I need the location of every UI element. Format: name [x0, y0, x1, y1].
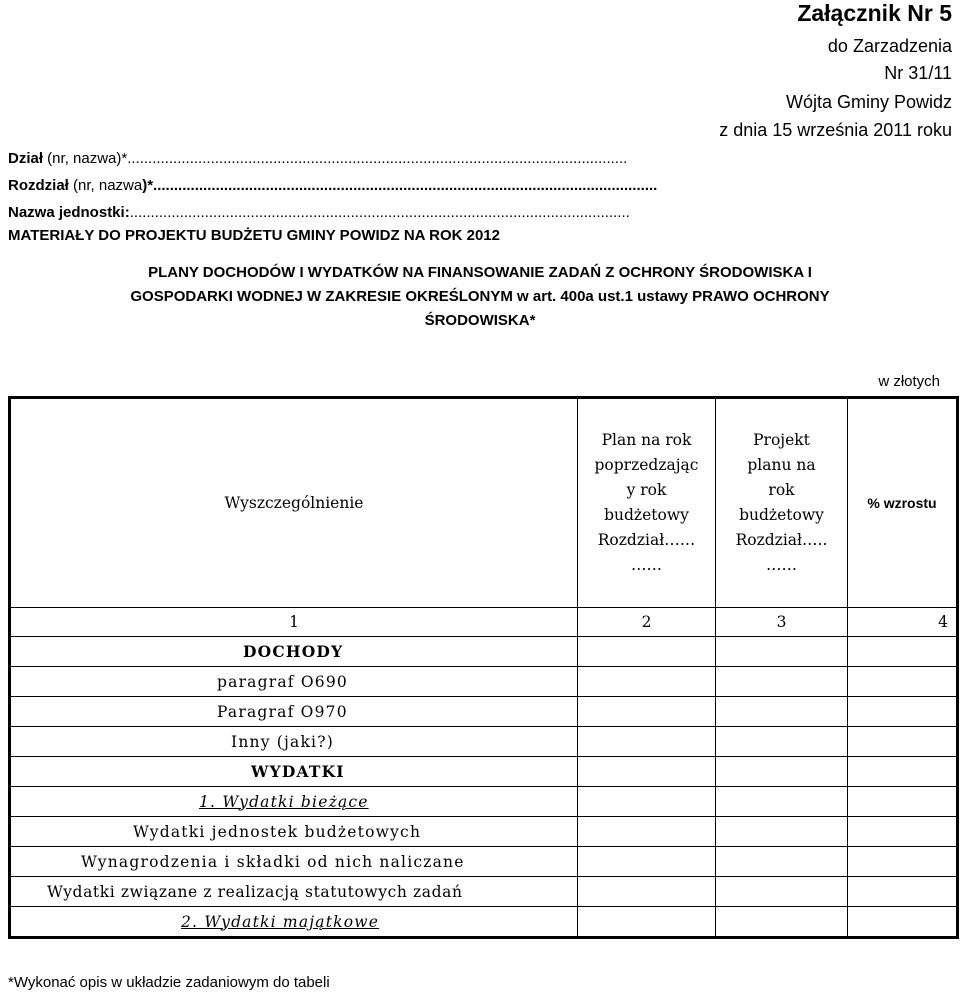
table-row: [10, 817, 958, 847]
table-row: [10, 727, 958, 757]
row-label: DOCHODY: [10, 637, 578, 667]
table-cell: [716, 727, 848, 757]
column-numbers-row: [10, 608, 958, 637]
table-cell: [716, 757, 848, 787]
table-row: [10, 667, 958, 697]
table-cell: [578, 817, 716, 847]
table-cell: [578, 787, 716, 817]
header-draft-plan-line: Projekt: [753, 431, 810, 449]
header-previous-plan-line: poprzedzając: [594, 456, 699, 474]
table-cell: [848, 817, 958, 847]
nazwa-value: ........................................................................................................................: [129, 204, 630, 221]
table-cell: [848, 877, 958, 907]
rozdzial-field: [8, 177, 657, 194]
header-draft-plan-line: planu na: [747, 456, 816, 474]
header-growth-label: % wzrostu: [867, 494, 937, 511]
plans-title: [0, 261, 960, 333]
nazwa-label: Nazwa jednostki:: [8, 204, 130, 221]
table-cell: [848, 697, 958, 727]
header-line-2: Nr 31/11: [884, 63, 952, 83]
currency-note: w złotych: [878, 373, 940, 390]
header-growth-percent: [848, 398, 958, 608]
table-header-row: [10, 398, 958, 608]
table-cell: [716, 877, 848, 907]
table-cell: [578, 907, 716, 938]
row-label: Paragraf O970: [10, 697, 578, 727]
materials-title: MATERIAŁY DO PROJEKTU BUDŻETU GMINY POWIDZ NA ROK 2012: [8, 227, 500, 244]
rozdzial-value: )*.........................................................................................................................: [142, 177, 658, 194]
row-label: Wynagrodzenia i składki od nich naliczane: [10, 847, 578, 877]
header-previous-plan-line: Rozdział……: [597, 531, 696, 549]
table-cell: [716, 667, 848, 697]
row-label: paragraf O690: [10, 667, 578, 697]
column-number: 2: [578, 608, 716, 637]
table-cell: [848, 847, 958, 877]
budget-table: [8, 396, 959, 939]
plans-title-line-1: PLANY DOCHODÓW I WYDATKÓW NA FINANSOWANIE ZADAŃ Z OCHRONY ŚRODOWISKA I: [148, 264, 812, 281]
header-draft-plan-line: budżetowy: [739, 506, 824, 524]
row-label: Inny (jaki?): [10, 727, 578, 757]
table-cell: [578, 697, 716, 727]
table-cell: [578, 877, 716, 907]
table-cell: [578, 757, 716, 787]
nazwa-field: [8, 204, 630, 221]
table-cell: [716, 787, 848, 817]
table-cell: [578, 667, 716, 697]
row-label: Wydatki związane z realizacją statutowych zadań: [10, 877, 578, 907]
dzial-label: Dział: [8, 150, 44, 167]
header-previous-plan-line: Plan na rok: [601, 431, 692, 449]
header-previous-plan-line: ……: [631, 556, 662, 574]
header-draft-plan-line: rok: [768, 481, 795, 499]
column-number: 3: [716, 608, 848, 637]
table-cell: [578, 637, 716, 667]
footnote: *Wykonać opis w układzie zadaniowym do tabeli: [8, 974, 330, 991]
table-cell: [848, 787, 958, 817]
plans-title-line-2: GOSPODARKI WODNEJ W ZAKRESIE OKREŚLONYM w art. 400a ust.1 ustawy PRAWO OCHRONY: [130, 288, 830, 305]
table-row: [10, 787, 958, 817]
table-cell: [716, 697, 848, 727]
table-cell: [716, 637, 848, 667]
table-cell: [578, 847, 716, 877]
dzial-field: [8, 150, 627, 167]
table-cell: [848, 667, 958, 697]
dzial-value: (nr, nazwa)*........................................................................................................................: [43, 150, 628, 167]
table-cell: [716, 847, 848, 877]
table-cell: [848, 727, 958, 757]
row-label: WYDATKI: [10, 757, 578, 787]
header-previous-plan-line: budżetowy: [604, 506, 689, 524]
table-row: [10, 877, 958, 907]
header-line-4: z dnia 15 września 2011 roku: [719, 120, 952, 140]
header-draft-plan-line: ……: [766, 556, 797, 574]
column-number: 4: [848, 608, 958, 637]
table-cell: [848, 907, 958, 938]
header-line-3: Wójta Gminy Powidz: [785, 92, 952, 112]
table-row: [10, 697, 958, 727]
header-draft-plan: [716, 398, 848, 608]
rozdzial-mid: (nr, nazwa: [68, 177, 143, 194]
plans-title-line-3: ŚRODOWISKA*: [424, 312, 536, 329]
table-row: [10, 637, 958, 667]
table-cell: [716, 907, 848, 938]
row-label: Wydatki jednostek budżetowych: [10, 817, 578, 847]
table-cell: [578, 727, 716, 757]
table-row: [10, 757, 958, 787]
header-previous-plan-line: y rok: [626, 481, 667, 499]
table-cell: [848, 757, 958, 787]
row-label: 1. Wydatki bieżące: [10, 787, 578, 817]
attachment-title: Załącznik Nr 5: [797, 0, 952, 26]
table-cell: [848, 637, 958, 667]
header-previous-plan: [578, 398, 716, 608]
table-cell: [716, 817, 848, 847]
rozdzial-label: Rozdział: [8, 177, 69, 194]
header-description: Wyszczególnienie: [10, 398, 578, 608]
column-number: 1: [10, 608, 578, 637]
table-row: [10, 847, 958, 877]
row-label: 2. Wydatki majątkowe: [10, 907, 578, 938]
header-draft-plan-line: Rozdział…..: [735, 531, 828, 549]
table-row: [10, 907, 958, 938]
header-line-1: do Zarzadzenia: [827, 36, 952, 56]
